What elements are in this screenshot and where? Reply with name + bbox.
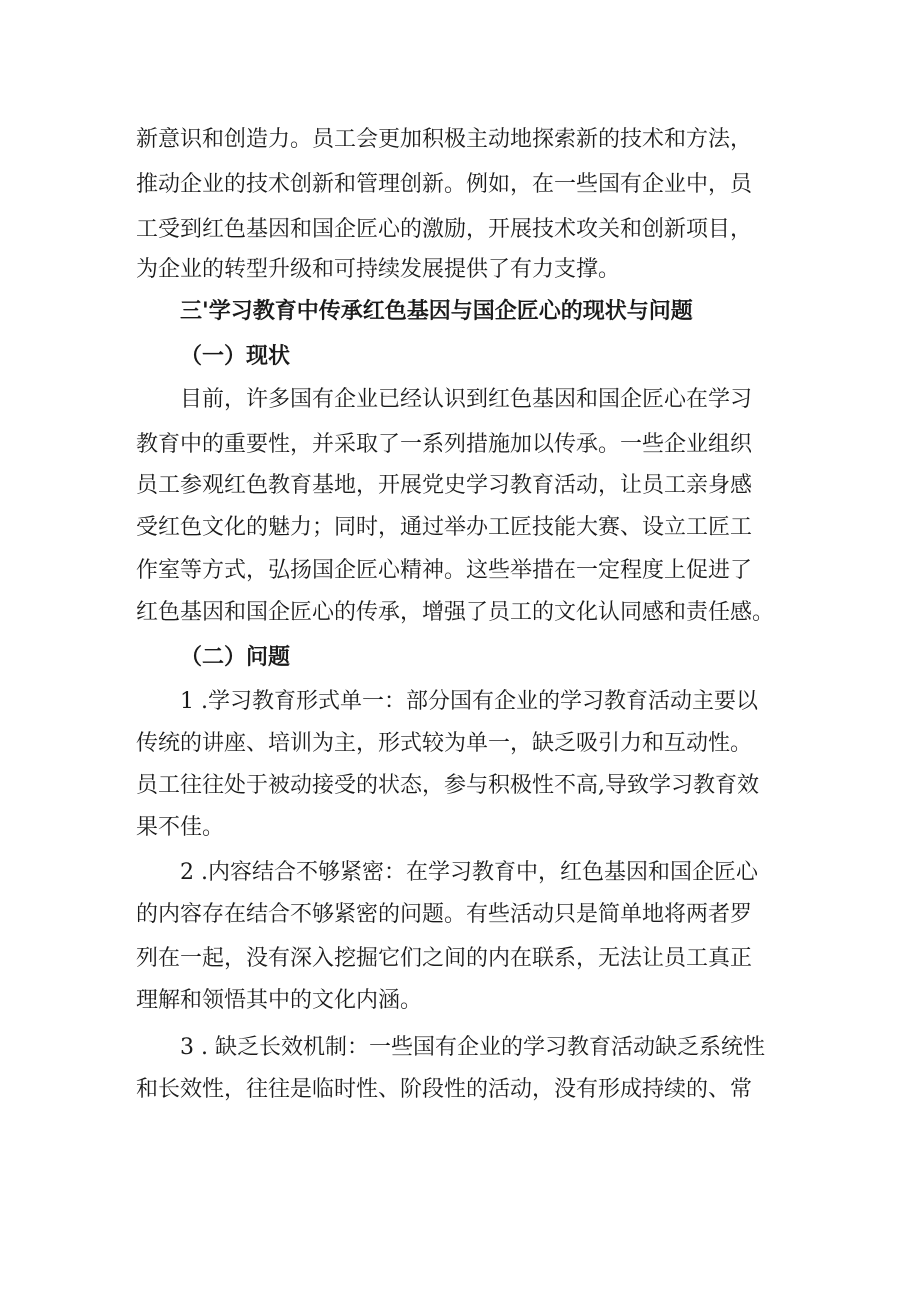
paragraph-line: 列在一起，没有深入挖掘它们之间的内在联系，无法让员工真正 [136, 946, 753, 971]
paragraph-line: 和长效性，往往是临时性、阶段性的活动，没有形成持续的、常 [136, 1077, 753, 1102]
paragraph-line: 推动企业的技术创新和管理创新。例如，在一些国有企业中，员 [136, 172, 753, 197]
paragraph-line: 为企业的转型升级和可持续发展提供了有力支撑。 [136, 257, 621, 282]
problem-heading: （二）问题 [180, 645, 291, 670]
paragraph-line: 员工参观红色教育基地，开展党史学习教育活动，让员工亲身感 [136, 473, 753, 498]
paragraph-line: 红色基因和国企匠心的传承，增强了员工的文化认同感和责任感。 [136, 600, 775, 625]
paragraph-line: 果不佳。 [136, 815, 225, 840]
paragraph-line: 1 .学习教育形式单一：部分国有企业的学习教育活动主要以 [180, 689, 758, 714]
paragraph-line: 的内容存在结合不够紧密的问题。有些活动只是简单地将两者罗 [136, 902, 753, 927]
paragraph-line: 3 . 缺乏长效机制：一些国有企业的学习教育活动缺乏系统性 [180, 1035, 765, 1060]
paragraph-line: 作室等方式，弘扬国企匠心精神。这些举措在一定程度上促进了 [136, 558, 753, 583]
paragraph-line: 2 .内容结合不够紧密：在学习教育中，红色基因和国企匠心 [180, 860, 758, 885]
paragraph-line: 目前，许多国有企业已经认识到红色基因和国企匠心在学习 [180, 387, 753, 412]
paragraph-line: 新意识和创造力。员工会更加积极主动地探索新的技术和方法， [136, 127, 753, 152]
status-heading: （一）现状 [180, 344, 291, 369]
paragraph-line: 员工往往处于被动接受的状态，参与积极性不高,导致学习教育效 [136, 773, 759, 798]
paragraph-line: 传统的讲座、培训为主，形式较为单一，缺乏吸引力和互动性。 [136, 731, 753, 756]
paragraph-line: 理解和领悟其中的文化内涵。 [136, 988, 423, 1013]
paragraph-line: 受红色文化的魅力；同时，通过举办工匠技能大赛、设立工匠工 [136, 515, 753, 540]
section-title: 三'学习教育中传承红色基因与国企匠心的现状与问题 [180, 299, 693, 324]
paragraph-line: 教育中的重要性，并采取了一系列措施加以传承。一些企业组织 [136, 432, 753, 457]
paragraph-line: 工受到红色基因和国企匠心的激励，开展技术攻关和创新项目， [136, 217, 753, 242]
